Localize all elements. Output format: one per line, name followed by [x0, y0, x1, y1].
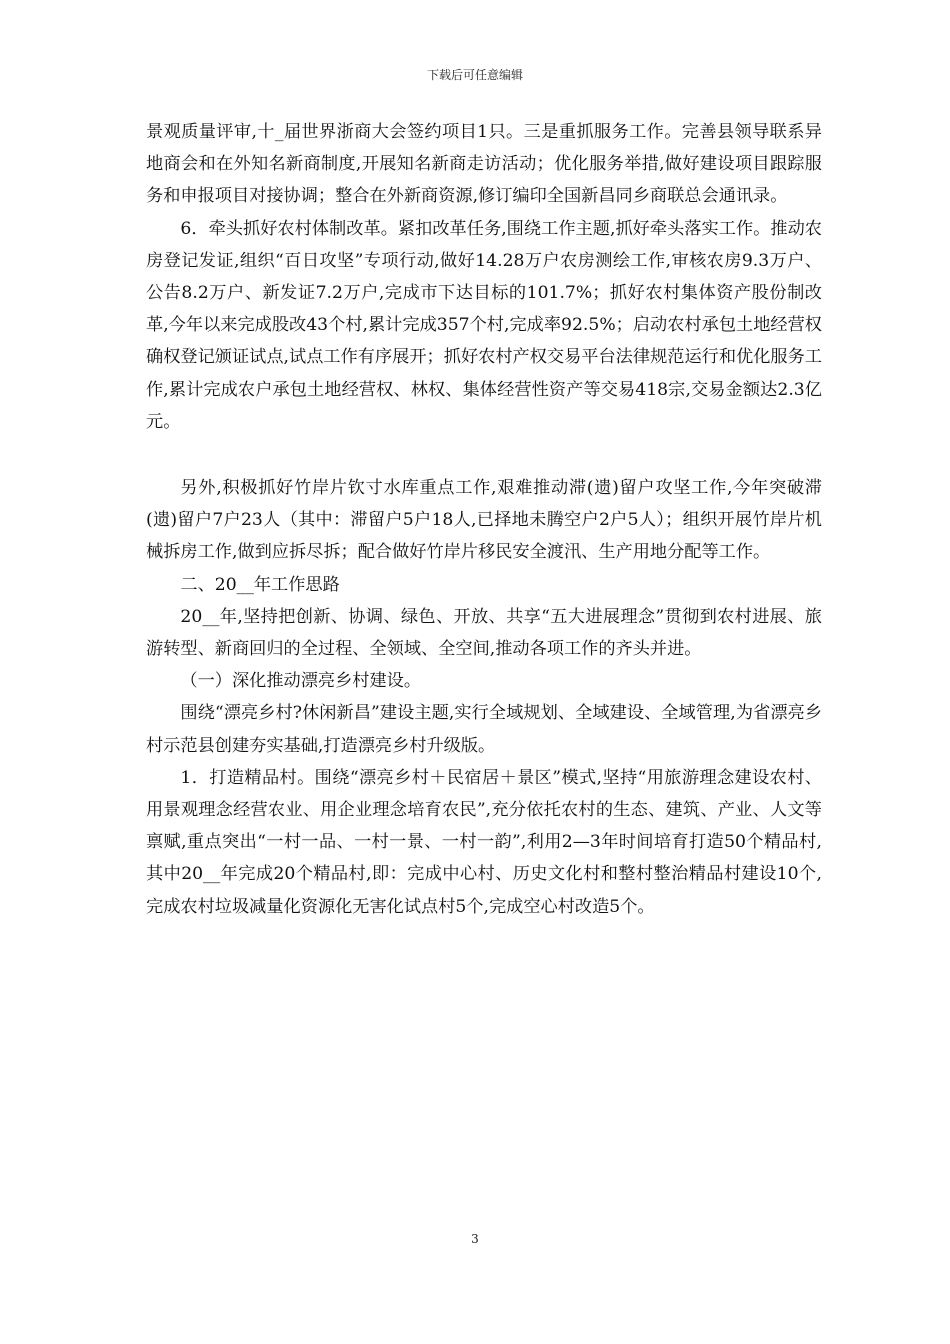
paragraph-gap [146, 438, 822, 472]
page-number: 3 [471, 1232, 479, 1246]
paragraph-reservoir-work: 另外,积极抓好竹岸片钦寸水库重点工作,艰难推动滞(遗)留户攻坚工作,今年突破滞(遗)留户7户23人（其中：滞留户5户18人,已择地未腾空户2户5人）；组织开展竹岸片机械拆房工作,做到应拆尽拆；配合做好竹岸片移民安全渡汛、生产用地分配等工作。 [146, 478, 822, 563]
paragraph-rural-reform: 6．牵头抓好农村体制改革。紧扣改革任务,围绕工作主题,抓好牵头落实工作。推动农房登记发证,组织“百日攻坚”专项行动,做好14.28万户农房测绘工作,审核农房9.3万户、公告8.2万户、新发证7.2万户,完成市下达目标的101.7%；抓好农村集体资产股份制改革,今年以来完成股改43个村,累计完成357个村,完成率92.5%；启动农村承包土地经营权确权登记颁证试点,试点工作有序展开；抓好农村产权交易平台法律规范运行和优化服务工作,累计完成农户承包土地经营权、林权、集体经营性资产等交易418宗,交易金额达2.3亿元。 [146, 218, 822, 432]
section-heading-work-plan: 二、20__年工作思路 [180, 574, 340, 595]
subsection-heading-beautiful-village: （一）深化推动漂亮乡村建设。 [180, 671, 422, 692]
paragraph-beautiful-village: 围绕“漂亮乡村?休闲新昌”建设主题,实行全域规划、全域建设、全域管理,为省漂亮乡村示范县创建夯实基础,打造漂亮乡村升级版。 [146, 703, 822, 756]
paragraph-continuation: 景观质量评审,十_届世界浙商大会签约项目1只。三是重抓服务工作。完善县领导联系异地商会和在外知名新商制度,开展知名新商走访活动；优化服务举措,做好建设项目跟踪服务和申报项目对接协调；整合在外新商资源,修订编印全国新昌同乡商联总会通讯录。 [146, 122, 822, 207]
page-header: 下载后可任意编辑 [426, 68, 523, 82]
paragraph-development-concept: 20__年,坚持把创新、协调、绿色、开放、共享“五大进展理念”贯彻到农村进展、旅游转型、新商回归的全过程、全领域、全空间,推动各项工作的齐头并进。 [146, 606, 822, 660]
paragraph-boutique-village: 1．打造精品村。围绕“漂亮乡村＋民宿居＋景区”模式,坚持“用旅游理念建设农村、用景观理念经营农业、用企业理念培育农民”,充分依托农村的生态、建筑、产业、人文等禀赋,重点突出“一村一品、一村一景、一村一韵”,利用2—3年时间培育打造50个精品村,其中20__年完成20个精品村,即：完成中心村、历史文化村和整村整治精品村建设10个,完成农村垃圾减量化资源化无害化试点村5个,完成空心村改造5个。 [146, 767, 822, 917]
document-body [146, 116, 822, 923]
